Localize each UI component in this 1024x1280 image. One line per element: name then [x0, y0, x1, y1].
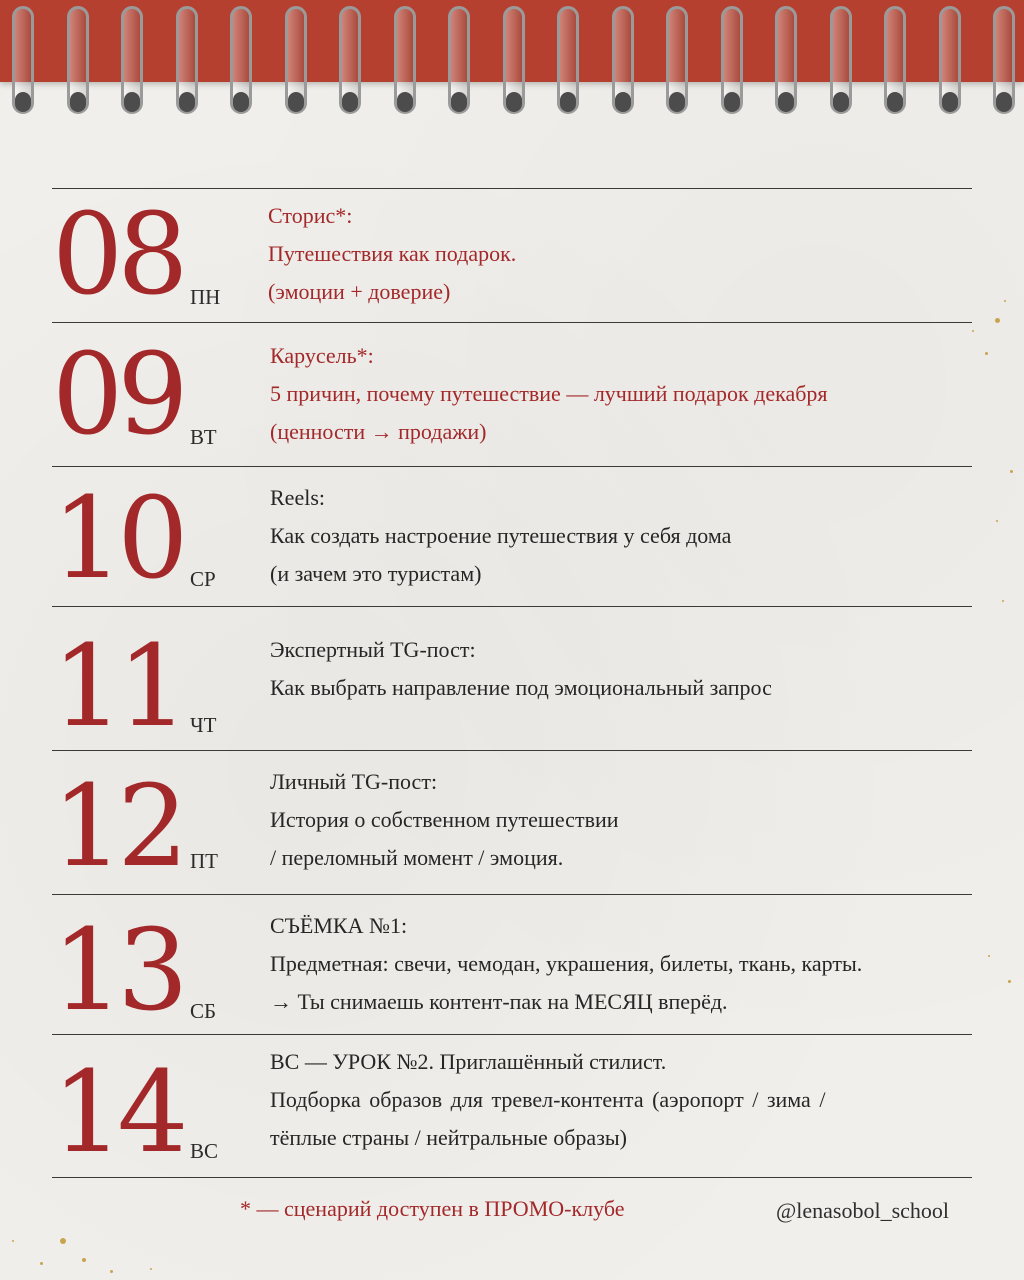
punch-hole	[342, 92, 358, 112]
day-content	[268, 197, 972, 311]
content-line: Путешествия как подарок.	[268, 241, 517, 266]
content-line: История о собственном путешествии	[270, 807, 619, 832]
content-line: (ценности → продажи)	[270, 419, 487, 444]
content-line: / переломный момент / эмоция.	[270, 845, 564, 870]
gold-speck	[972, 330, 974, 332]
content-line: Reels:	[270, 485, 325, 510]
day-content	[270, 907, 972, 1021]
content-line: Предметная: свечи, чемодан, украшения, билеты, ткань, карты.	[270, 951, 863, 976]
spiral-rings	[0, 0, 1024, 130]
content-line: СЪЁМКА №1:	[270, 913, 408, 938]
account-handle: @lenasobol_school	[776, 1198, 950, 1223]
day-row-11	[52, 606, 972, 751]
content-line: Сторис*:	[268, 203, 353, 228]
day-of-week: ЧТ	[190, 713, 217, 737]
day-of-week: СР	[190, 567, 216, 591]
gold-speck	[1002, 600, 1004, 602]
punch-hole	[70, 92, 86, 112]
punch-hole	[942, 92, 958, 112]
day-number: 11	[52, 622, 183, 752]
gold-speck	[1008, 980, 1011, 983]
punch-hole	[451, 92, 467, 112]
day-number: 09	[52, 330, 183, 460]
day-row-14	[52, 1034, 972, 1178]
gold-speck	[82, 1258, 86, 1262]
content-line: Как создать настроение путешествия у себя дома	[270, 523, 732, 548]
content-line: Как выбрать направление под эмоциональный запрос	[270, 675, 772, 700]
gold-speck	[985, 352, 988, 355]
punch-hole	[233, 92, 249, 112]
day-of-week: ПТ	[190, 849, 218, 873]
day-content	[270, 337, 972, 451]
day-of-week: СБ	[190, 999, 217, 1023]
gold-speck	[60, 1238, 66, 1244]
ghost-texture	[40, 130, 1000, 160]
day-number: 10	[52, 474, 183, 604]
day-number: 12	[52, 762, 183, 892]
gold-speck	[1004, 300, 1006, 302]
punch-hole	[887, 92, 903, 112]
content-line: ВС — УРОК №2. Приглашённый стилист.	[270, 1049, 667, 1074]
day-number: 14	[52, 1048, 183, 1178]
gold-speck	[12, 1240, 14, 1242]
punch-hole	[833, 92, 849, 112]
day-content	[270, 631, 972, 707]
day-row-09	[52, 322, 972, 467]
punch-hole	[506, 92, 522, 112]
content-line: (эмоции + доверие)	[268, 279, 451, 304]
punch-hole	[15, 92, 31, 112]
gold-speck	[996, 520, 998, 522]
punch-hole	[778, 92, 794, 112]
gold-speck	[1010, 470, 1013, 473]
day-row-10	[52, 466, 972, 607]
day-row-08	[52, 188, 972, 323]
punch-hole	[288, 92, 304, 112]
gold-speck	[988, 955, 990, 957]
content-line: Экспертный TG-пост:	[270, 637, 476, 662]
punch-hole	[724, 92, 740, 112]
content-line: Карусель*:	[270, 343, 374, 368]
day-row-12	[52, 750, 972, 895]
content-line: тёплые страны / нейтральные образы)	[270, 1125, 627, 1150]
punch-hole	[124, 92, 140, 112]
punch-hole	[397, 92, 413, 112]
content-line: Подборка образов для тревел-контента (аэропорт / зима /	[270, 1087, 826, 1112]
punch-hole	[669, 92, 685, 112]
gold-speck	[110, 1270, 113, 1273]
content-line: → Ты снимаешь контент-пак на МЕСЯЦ вперёд.	[270, 989, 728, 1014]
gold-speck	[40, 1262, 43, 1265]
day-content	[270, 479, 972, 593]
footnote: * — сценарий доступен в ПРОМО-клубе	[240, 1196, 625, 1221]
punch-hole	[179, 92, 195, 112]
day-number: 08	[52, 190, 183, 320]
content-line: Личный TG-пост:	[270, 769, 438, 794]
day-of-week: ВТ	[190, 425, 217, 449]
content-line: (и зачем это туристам)	[270, 561, 482, 586]
punch-hole	[615, 92, 631, 112]
punch-hole	[996, 92, 1012, 112]
punch-hole	[560, 92, 576, 112]
content-line: 5 причин, почему путешествие — лучший подарок декабря	[270, 381, 828, 406]
gold-speck	[995, 318, 1000, 323]
day-content	[270, 1043, 972, 1157]
day-number: 13	[52, 906, 183, 1036]
day-of-week: ВС	[190, 1139, 219, 1163]
gold-speck	[150, 1268, 152, 1270]
day-of-week: ПН	[190, 285, 221, 309]
day-row-13	[52, 894, 972, 1035]
day-content	[270, 763, 972, 877]
